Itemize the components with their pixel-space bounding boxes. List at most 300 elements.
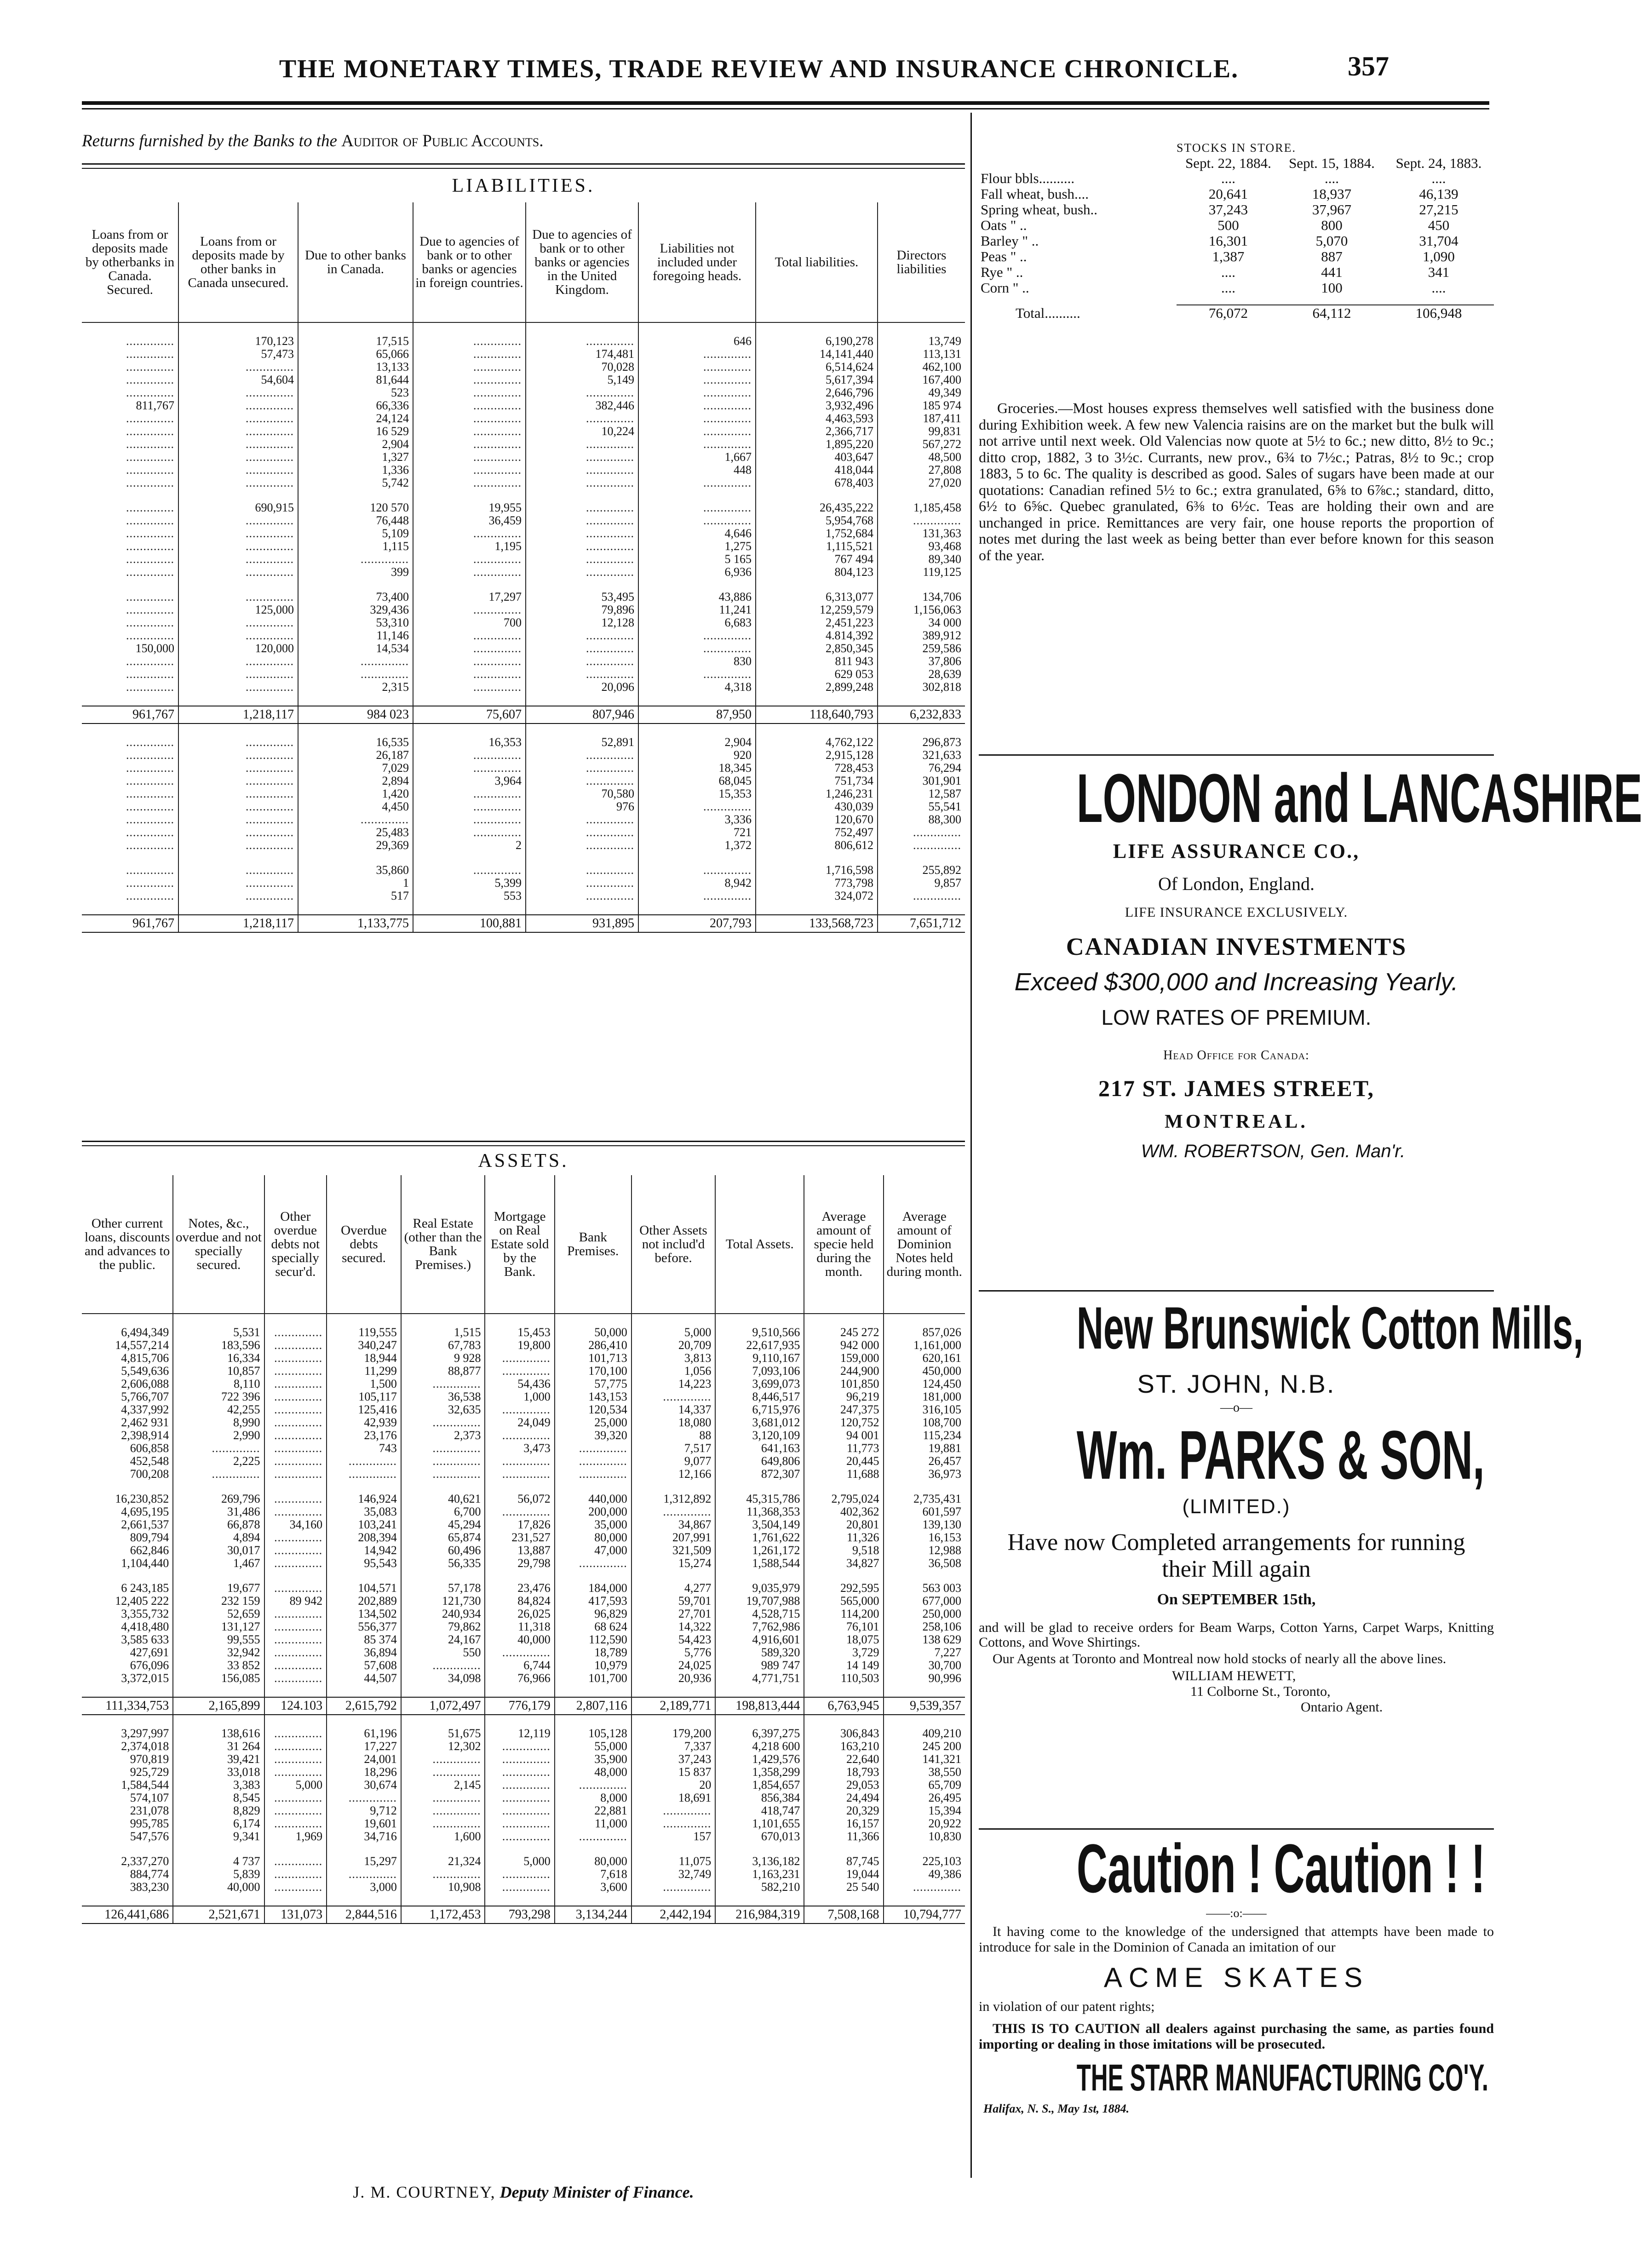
- table-row: [82, 1390, 965, 1403]
- table-cell: 18,789: [555, 1646, 632, 1659]
- table-row: [82, 1378, 965, 1390]
- table-cell: 1,584,544: [121, 1778, 169, 1791]
- table-cell: 76,448: [298, 514, 413, 527]
- table-cell: 163,210: [804, 1740, 883, 1753]
- footer-signature: [82, 2182, 965, 2202]
- table-cell: 18,080: [632, 1416, 716, 1429]
- table-cell: 14,141,440: [756, 348, 878, 361]
- total-cell: 118,640,793: [756, 706, 878, 723]
- table-cell: ..............: [413, 412, 526, 425]
- table-cell: ..............: [485, 1505, 554, 1518]
- table-cell: ..............: [264, 1881, 327, 1894]
- asst-col-header: Average amount of Dominion Notes held during month.: [884, 1175, 965, 1314]
- table-cell: 1,854,657: [715, 1779, 804, 1791]
- table-cell: 995,785: [130, 1817, 169, 1830]
- table-cell: ..............: [413, 681, 526, 694]
- table-cell: ..............: [126, 476, 174, 489]
- table-cell: ..............: [413, 668, 526, 681]
- table-cell: ..............: [178, 386, 298, 399]
- table-cell: ..............: [485, 1365, 554, 1378]
- table-cell: 4,695,195: [121, 1505, 169, 1518]
- table-row: [82, 1442, 965, 1455]
- table-cell: 565,000: [804, 1595, 883, 1608]
- table-cell: 5,000: [485, 1855, 554, 1868]
- table-cell: 1: [298, 877, 413, 890]
- table-cell: ..............: [264, 1390, 327, 1403]
- table-cell: ..............: [178, 826, 298, 839]
- table-cell: 131,363: [878, 527, 965, 540]
- total-cell: 1,218,117: [178, 915, 298, 932]
- table-cell: ..............: [413, 864, 526, 877]
- stocks-cell: Flour bbls..........: [981, 170, 1075, 186]
- table-cell: 6,683: [638, 616, 756, 629]
- table-cell: 4,528,715: [715, 1608, 804, 1620]
- table-cell: 15,274: [632, 1557, 716, 1570]
- table-cell: ..............: [264, 1804, 327, 1817]
- table-cell: 662,846: [130, 1544, 169, 1557]
- table-cell: ..............: [126, 629, 174, 642]
- table-cell: 1,000: [485, 1390, 554, 1403]
- table-cell: 11,075: [632, 1855, 716, 1868]
- table-cell: ..............: [413, 438, 526, 451]
- table-row: [82, 399, 965, 412]
- table-cell: ..............: [485, 1804, 554, 1817]
- table-cell: 804,123: [756, 566, 878, 579]
- table-cell: 88,877: [401, 1365, 485, 1378]
- table-cell: 36,459: [413, 514, 526, 527]
- table-cell: ..............: [126, 800, 174, 813]
- ad-cotton-line2: Wm. PARKS & SON,: [1076, 1416, 1485, 1493]
- table-cell: 316,105: [884, 1403, 965, 1416]
- table-cell: 57,608: [327, 1659, 401, 1672]
- table-cell: 2,225: [173, 1455, 264, 1468]
- table-cell: ..............: [526, 775, 638, 787]
- table-cell: 30,700: [884, 1659, 965, 1672]
- table-cell: ..............: [126, 514, 174, 527]
- total-row: [82, 915, 965, 932]
- table-cell: 2,735,431: [884, 1493, 965, 1505]
- table-cell: 3,372,015: [121, 1671, 169, 1685]
- table-cell: ..............: [126, 787, 174, 800]
- table-cell: 4,218 600: [715, 1740, 804, 1753]
- table-cell: 4,916,601: [715, 1633, 804, 1646]
- table-cell: 3,729: [804, 1646, 883, 1659]
- ad-caution: [979, 1831, 1494, 2116]
- table-cell: 1,336: [298, 464, 413, 477]
- stocks-total-cell: 76,072: [1177, 305, 1280, 321]
- table-cell: 13,133: [298, 361, 413, 373]
- table-cell: ..............: [638, 425, 756, 438]
- row-gap: [82, 694, 965, 706]
- table-cell: 301,901: [878, 775, 965, 787]
- table-cell: 5,531: [173, 1326, 264, 1339]
- table-cell: ..............: [126, 334, 174, 348]
- table-cell: 65,874: [401, 1531, 485, 1544]
- table-cell: 1,467: [173, 1557, 264, 1570]
- stocks-total-cell: 64,112: [1280, 305, 1384, 321]
- table-cell: ..............: [485, 1830, 554, 1843]
- table-cell: ..............: [413, 655, 526, 668]
- table-cell: 11,241: [638, 603, 756, 616]
- table-cell: 4,646: [638, 527, 756, 540]
- table-cell: 79,896: [526, 603, 638, 616]
- table-cell: 1,327: [298, 451, 413, 464]
- table-cell: 1,115: [298, 540, 413, 553]
- table-cell: ..............: [264, 1557, 327, 1570]
- table-row: [82, 527, 965, 540]
- total-cell: 207,793: [638, 915, 756, 932]
- table-cell: 65,066: [298, 348, 413, 361]
- table-cell: ..............: [126, 603, 174, 616]
- total-cell: 2,189,771: [632, 1697, 716, 1715]
- stocks-cell: 1,387: [1212, 248, 1245, 264]
- table-cell: ..............: [413, 826, 526, 839]
- table-cell: 553: [413, 890, 526, 902]
- total-cell: 131,073: [264, 1906, 327, 1923]
- table-cell: 2,145: [401, 1779, 485, 1791]
- table-cell: 8,829: [173, 1804, 264, 1817]
- table-cell: 55,541: [878, 800, 965, 813]
- table-cell: 1,429,576: [715, 1753, 804, 1766]
- table-cell: 1,115,521: [756, 540, 878, 553]
- table-cell: ..............: [264, 1531, 327, 1544]
- table-cell: 25 540: [804, 1881, 883, 1894]
- ad-caution-line2: ACME SKATES: [1103, 1962, 1369, 1993]
- table-cell: 53,310: [298, 616, 413, 629]
- table-cell: ..............: [178, 425, 298, 438]
- table-cell: 99,555: [173, 1633, 264, 1646]
- table-cell: 12,128: [526, 616, 638, 629]
- table-cell: 27,808: [878, 464, 965, 477]
- table-cell: 4,771,751: [715, 1672, 804, 1685]
- groceries-paragraph: Groceries.—Most houses express themselves well satisfied with the business done during Exhibition week. A few new Valencia raisins are on the market but the bulk will not arrive until next week. Old Valencias now quote at 5½ to 6c.; new ditto, 8½ to 9c.; ditto crop, 1882, 3 to 3½c. Currants, new prov., 6¾ to 7½c.; Patras, 8½ to 9c.; crop 1883, 5 to 6c. The quality is described as good. Sales of sugars have been made at our quotations: Canadian refined 5½ to 6c.; extra granulated, 6⅝ to 6⅞c.; standard, ditto, 6½ to 6⅝c. Quebec granulated, 6⅜ to 6½c. Teas are holding their own and are unchanged in price. Remittances are very fair, one house reports the proportion of notes met during the last week as being better than ever before known for this season of the year.: [979, 400, 1494, 563]
- table-cell: 9,110,167: [715, 1352, 804, 1365]
- table-cell: 11,318: [485, 1620, 554, 1633]
- table-cell: 700,208: [130, 1467, 169, 1481]
- table-cell: 3,600: [555, 1881, 632, 1894]
- table-cell: ..............: [264, 1403, 327, 1416]
- table-cell: 382,446: [526, 399, 638, 412]
- table-cell: 12,119: [485, 1727, 554, 1740]
- row-gap: [82, 1843, 965, 1855]
- table-row: [82, 1365, 965, 1378]
- table-cell: 462,100: [878, 361, 965, 373]
- table-cell: ..............: [638, 501, 756, 514]
- table-cell: ..............: [413, 464, 526, 477]
- table-cell: 34,160: [264, 1518, 327, 1531]
- table-cell: 18,691: [632, 1791, 716, 1804]
- table-cell: 30,674: [327, 1779, 401, 1791]
- stocks-cell: 18,937: [1312, 186, 1352, 202]
- table-cell: 1,600: [401, 1830, 485, 1843]
- table-cell: 11,299: [327, 1365, 401, 1378]
- table-cell: ..............: [638, 864, 756, 877]
- table-cell: 42,939: [327, 1416, 401, 1429]
- total-cell: 2,165,899: [173, 1697, 264, 1715]
- table-cell: 7,093,106: [715, 1365, 804, 1378]
- stocks-cell: 500: [1217, 217, 1239, 233]
- table-cell: 5,742: [298, 477, 413, 489]
- table-row: [82, 361, 965, 373]
- table-row: [82, 501, 965, 514]
- table-cell: 70,580: [526, 787, 638, 800]
- table-cell: 112,590: [555, 1633, 632, 1646]
- table-cell: 119,125: [878, 566, 965, 579]
- table-cell: ..............: [555, 1557, 632, 1570]
- stocks-cell: 46,139: [1419, 186, 1458, 202]
- table-cell: ..............: [126, 667, 174, 681]
- table-cell: ..............: [264, 1378, 327, 1390]
- table-cell: 302,818: [878, 681, 965, 694]
- table-cell: ..............: [413, 813, 526, 826]
- table-row: [82, 335, 965, 348]
- table-cell: 76,101: [804, 1620, 883, 1633]
- table-cell: 1,246,231: [756, 787, 878, 800]
- stocks-cell: ....: [1221, 280, 1235, 296]
- total-row: [82, 706, 965, 723]
- table-cell: 286,410: [555, 1339, 632, 1352]
- table-cell: 32,635: [401, 1403, 485, 1416]
- table-row: [82, 775, 965, 787]
- ad-cotton-title: New Brunswick Cotton Mills,: [1076, 1294, 1584, 1361]
- table-cell: 2,315: [298, 681, 413, 694]
- table-cell: 589,320: [715, 1646, 804, 1659]
- table-cell: 24,025: [632, 1659, 716, 1672]
- table-cell: 9,035,979: [715, 1582, 804, 1595]
- table-cell: 1,895,220: [756, 438, 878, 451]
- table-row: [82, 1633, 965, 1646]
- table-cell: 872,307: [715, 1468, 804, 1481]
- table-cell: 6,514,624: [756, 361, 878, 373]
- table-cell: 110,503: [804, 1672, 883, 1685]
- asst-col-header: Bank Premises.: [555, 1175, 632, 1314]
- table-cell: ..............: [178, 477, 298, 489]
- table-cell: ..............: [264, 1608, 327, 1620]
- table-cell: ..............: [126, 616, 174, 629]
- table-row: [82, 591, 965, 603]
- table-cell: ..............: [264, 1646, 327, 1659]
- table-cell: 582,210: [715, 1881, 804, 1894]
- stocks-total-row: [979, 305, 1494, 321]
- table-cell: 12,988: [884, 1544, 965, 1557]
- table-cell: 70,028: [526, 361, 638, 373]
- asst-col-header: Real Estate (other than the Bank Premises.): [401, 1175, 485, 1314]
- ad-london-line5: Exceed $300,000 and Increasing Yearly.: [1014, 968, 1458, 996]
- table-cell: 3,932,496: [756, 399, 878, 412]
- table-cell: 601,597: [884, 1505, 965, 1518]
- table-cell: 2,646,796: [756, 386, 878, 399]
- table-row: [82, 451, 965, 464]
- table-cell: 3,699,073: [715, 1378, 804, 1390]
- table-cell: ..............: [638, 477, 756, 489]
- table-cell: 35,900: [555, 1753, 632, 1766]
- table-cell: 321,509: [632, 1544, 716, 1557]
- table-cell: ..............: [401, 1804, 485, 1817]
- table-cell: ..............: [264, 1352, 327, 1365]
- table-cell: 34,867: [632, 1518, 716, 1531]
- subtitle-rule-2: [82, 168, 965, 169]
- table-cell: 5,766,707: [121, 1390, 169, 1403]
- table-cell: 94 001: [804, 1429, 883, 1442]
- stocks-row: [979, 171, 1494, 186]
- stocks-cell: 100: [1321, 280, 1343, 296]
- table-cell: 3,964: [413, 775, 526, 787]
- table-cell: 448: [638, 464, 756, 477]
- table-cell: 19,881: [884, 1442, 965, 1455]
- stocks-cell: 887: [1321, 248, 1343, 264]
- table-cell: 430,039: [756, 800, 878, 813]
- table-cell: ..............: [413, 425, 526, 438]
- table-cell: 3,355,732: [121, 1607, 169, 1620]
- table-cell: ..............: [485, 1455, 554, 1468]
- table-cell: 68 624: [555, 1620, 632, 1633]
- table-cell: 7,227: [884, 1646, 965, 1659]
- table-cell: ..............: [126, 876, 174, 890]
- table-cell: 66,336: [298, 399, 413, 412]
- table-row: [82, 1727, 965, 1740]
- table-row: [82, 1753, 965, 1766]
- table-cell: ..............: [264, 1544, 327, 1557]
- table-cell: 167,400: [878, 373, 965, 386]
- table-cell: 57,473: [178, 348, 298, 361]
- table-cell: 60,496: [401, 1544, 485, 1557]
- total-row: [82, 1697, 965, 1715]
- table-cell: 547,576: [130, 1830, 169, 1843]
- table-cell: 33 852: [173, 1659, 264, 1672]
- table-cell: 20,329: [804, 1804, 883, 1817]
- table-cell: 563 003: [884, 1582, 965, 1595]
- stocks-title: STOCKS IN STORE.: [1176, 141, 1297, 155]
- table-cell: 2,795,024: [804, 1493, 883, 1505]
- table-cell: 259,586: [878, 642, 965, 655]
- liab-col-header: Directors liabilities: [878, 202, 965, 322]
- table-cell: ..............: [126, 373, 174, 386]
- subtitle-prefix: Returns furnished by the Banks to the: [82, 132, 342, 150]
- table-cell: 31 264: [173, 1740, 264, 1753]
- table-cell: 19,601: [327, 1817, 401, 1830]
- table-cell: 36,538: [401, 1390, 485, 1403]
- table-cell: 14,942: [327, 1544, 401, 1557]
- table-cell: 2,850,345: [756, 642, 878, 655]
- table-cell: ..............: [126, 425, 174, 438]
- table-cell: ..............: [413, 787, 526, 800]
- table-cell: ..............: [327, 1868, 401, 1881]
- table-cell: ..............: [126, 761, 174, 775]
- stocks-header-row: [979, 156, 1494, 171]
- table-cell: ..............: [264, 1582, 327, 1595]
- ad-cotton-line3: (LIMITED.): [1182, 1495, 1291, 1518]
- table-cell: 14,322: [632, 1620, 716, 1633]
- table-cell: 5,000: [264, 1779, 327, 1791]
- table-cell: 1,261,172: [715, 1544, 804, 1557]
- table-row: [82, 1416, 965, 1429]
- table-cell: 830: [638, 655, 756, 668]
- table-cell: 17,297: [413, 591, 526, 603]
- table-cell: ..............: [401, 1817, 485, 1830]
- asst-col-header: Total Assets.: [715, 1175, 804, 1314]
- total-cell: 216,984,319: [715, 1906, 804, 1923]
- liab-header-row: [82, 202, 965, 322]
- table-row: [82, 1779, 965, 1791]
- table-cell: ..............: [264, 1442, 327, 1455]
- table-cell: 1,515: [401, 1326, 485, 1339]
- table-cell: 25,483: [298, 826, 413, 839]
- table-cell: 722 396: [173, 1390, 264, 1403]
- table-cell: 170,123: [178, 335, 298, 348]
- table-cell: ..............: [878, 826, 965, 839]
- table-cell: ..............: [526, 527, 638, 540]
- table-cell: 2: [413, 839, 526, 852]
- table-cell: 5,839: [173, 1868, 264, 1881]
- table-cell: 9,341: [173, 1830, 264, 1843]
- table-cell: 45,294: [401, 1518, 485, 1531]
- table-cell: 52,891: [526, 736, 638, 749]
- table-cell: 10,224: [526, 425, 638, 438]
- table-cell: 17,227: [327, 1740, 401, 1753]
- stocks-in-store: [979, 140, 1494, 321]
- total-cell: 111,334,753: [82, 1697, 173, 1715]
- table-row: [82, 1582, 965, 1595]
- table-cell: 5 165: [638, 553, 756, 566]
- ad-caution-line3: in violation of our patent rights;: [979, 1999, 1155, 2014]
- table-cell: 101,713: [555, 1352, 632, 1365]
- table-cell: 17,826: [485, 1518, 554, 1531]
- table-cell: ..............: [178, 787, 298, 800]
- stocks-total-cell: Total..........: [1016, 304, 1080, 321]
- table-row: [82, 1659, 965, 1672]
- table-cell: 125,416: [327, 1403, 401, 1416]
- table-cell: ..............: [638, 629, 756, 642]
- table-cell: ..............: [264, 1365, 327, 1378]
- table-cell: ..............: [485, 1791, 554, 1804]
- table-cell: ..............: [264, 1672, 327, 1685]
- table-cell: ..............: [264, 1740, 327, 1753]
- table-cell: 14 149: [804, 1659, 883, 1672]
- table-row: [82, 890, 965, 902]
- table-cell: 146,924: [327, 1493, 401, 1505]
- stocks-cell: 441: [1321, 264, 1343, 280]
- table-cell: ..............: [178, 736, 298, 749]
- table-cell: 13,887: [485, 1544, 554, 1557]
- table-cell: 5,954,768: [756, 514, 878, 527]
- table-cell: 5,000: [632, 1326, 716, 1339]
- table-cell: 3,336: [638, 813, 756, 826]
- assets-rule-2: [82, 1145, 965, 1146]
- stocks-cell: 450: [1428, 217, 1450, 233]
- table-cell: ..............: [401, 1868, 485, 1881]
- table-cell: 37,243: [632, 1753, 716, 1766]
- table-cell: ..............: [413, 527, 526, 540]
- ad-london-line2: Of London, England.: [1158, 873, 1315, 894]
- stocks-cell: ....: [1431, 280, 1446, 296]
- table-cell: 19,044: [804, 1868, 883, 1881]
- table-cell: 550: [401, 1646, 485, 1659]
- table-cell: ..............: [555, 1830, 632, 1843]
- table-cell: 16,157: [804, 1817, 883, 1830]
- table-cell: ..............: [526, 826, 638, 839]
- total-cell: 2,442,194: [632, 1906, 716, 1923]
- table-cell: 8,990: [173, 1416, 264, 1429]
- table-cell: 207,991: [632, 1531, 716, 1544]
- table-cell: 4,894: [173, 1531, 264, 1544]
- ad-london-line8: 217 ST. JAMES STREET,: [1098, 1075, 1374, 1101]
- table-cell: 1,163,231: [715, 1868, 804, 1881]
- total-cell: 961,767: [82, 915, 178, 932]
- table-cell: 4,318: [638, 681, 756, 694]
- table-cell: 269,796: [173, 1493, 264, 1505]
- table-cell: 1,588,544: [715, 1557, 804, 1570]
- table-cell: 50,000: [555, 1326, 632, 1339]
